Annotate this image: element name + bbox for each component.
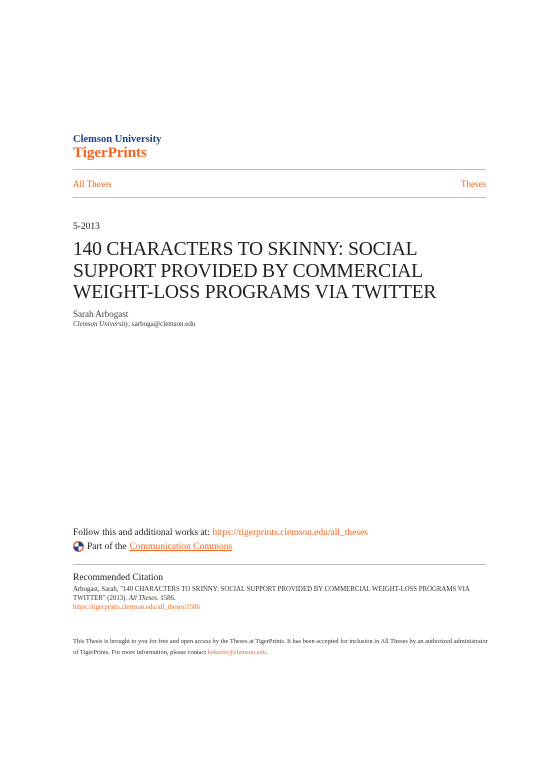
university-name: Clemson University <box>73 134 162 145</box>
recommended-citation-heading: Recommended Citation <box>73 573 163 583</box>
citation-text <box>73 586 478 612</box>
network-icon <box>73 541 84 552</box>
notice-end: . <box>265 648 268 656</box>
part-of-line <box>73 541 232 552</box>
affiliation-email: sarboga@clemson.edu <box>131 320 196 328</box>
follow-text: Follow this and additional works at: <box>73 528 213 538</box>
author-name: Sarah Arbogast <box>73 309 129 319</box>
follow-line <box>73 528 368 538</box>
affiliation-institution: Clemson University <box>73 320 129 328</box>
part-of-prefix: Part of the <box>87 541 127 552</box>
contact-email-link[interactable]: kokeefe@clemson.edu <box>207 648 266 656</box>
affiliation-separator: , <box>128 320 132 328</box>
follow-url-link[interactable]: https://tigerprints.clemson.edu/all_theses <box>212 528 368 538</box>
repository-name: TigerPrints <box>73 145 147 161</box>
notice-text: This Thesis is brought to you for free and open access by the Theses at TigerPrints. It has been accepted for inclusion in All Theses by an authorized administrator of TigerPrints. For more information, please contact <box>73 638 488 656</box>
header-divider <box>73 169 486 170</box>
citation-divider <box>73 564 486 565</box>
citation-url-link[interactable]: https://tigerprints.clemson.edu/all_theses/1586 <box>73 603 200 611</box>
access-notice <box>73 637 488 658</box>
citation-series: All Theses <box>128 594 157 602</box>
all-theses-link[interactable]: All Theses <box>73 179 112 189</box>
communication-commons-link[interactable]: Communication Commons <box>129 541 233 552</box>
author-affiliation <box>73 320 195 328</box>
nav-divider <box>73 197 486 198</box>
document-title: 140 CHARACTERS TO SKINNY: SOCIAL SUPPORT PROVIDED BY COMMERCIAL WEIGHT-LOSS PROGRAMS VIA TWITTER <box>73 239 437 303</box>
theses-link[interactable]: Theses <box>461 179 486 189</box>
citation-number: . 1586. <box>156 594 176 602</box>
citation-body: Arbogast, Sarah, "140 CHARACTERS TO SKINNY: SOCIAL SUPPORT PROVIDED BY COMMERCIAL WEIGHT-LOSS PROGRAMS VIA TWITTER" (2013). <box>73 586 470 602</box>
publication-date: 5-2013 <box>73 222 100 232</box>
